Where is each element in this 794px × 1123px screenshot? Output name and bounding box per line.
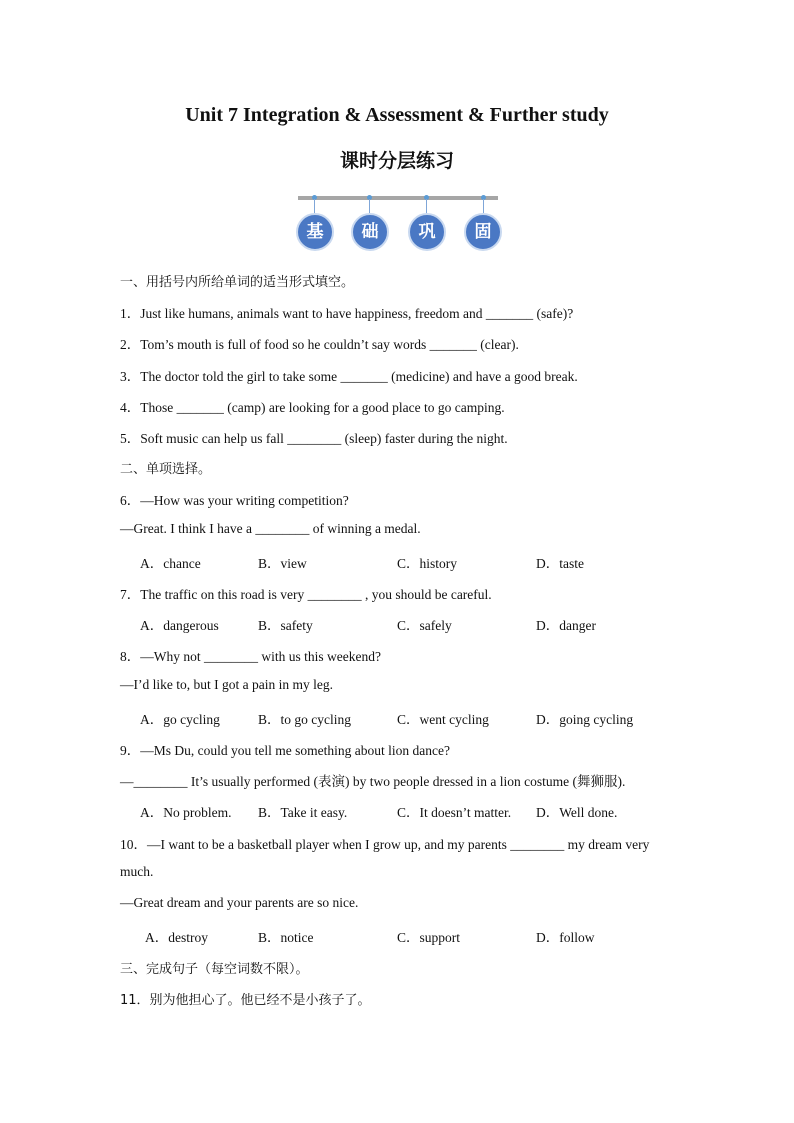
q6-option-b: B．view (258, 556, 307, 571)
question-9-stem: 9．—Ms Du, could you tell me something about lion dance? (120, 743, 450, 758)
q8-option-d: D．going cycling (536, 712, 634, 727)
question-10-stem: 10．—I want to be a basketball player when I grow up, and my parents ________ my dream very (120, 837, 650, 852)
q8-option-b: B．to go cycling (258, 712, 351, 727)
q8-option-c: C．went cycling (397, 712, 489, 727)
badge-stem (483, 199, 484, 213)
section2-heading: 二、单项选择。 (120, 462, 212, 477)
document-subtitle: 课时分层练习 (339, 150, 454, 172)
badge-char: 基 (296, 213, 334, 251)
q10-option-c: C．support (397, 930, 461, 945)
q7-option-a: A．dangerous (140, 618, 219, 633)
question-5: 5．Soft music can help us fall ________ (sleep) faster during the night. (120, 431, 508, 446)
q8-option-a: A．go cycling (140, 712, 220, 727)
q9-option-c: C．It doesn’t matter. (397, 805, 512, 820)
q9-option-a: A．No problem. (140, 805, 232, 820)
question-8-stem: 8．—Why not ________ with us this weekend? (120, 649, 381, 664)
question-4: 4．Those _______ (camp) are looking for a good place to go camping. (120, 400, 505, 415)
badge-char: 础 (351, 213, 389, 251)
q9-option-b: B．Take it easy. (258, 805, 348, 820)
section1-heading: 一、用括号内所给单词的适当形式填空。 (120, 275, 355, 290)
q10-option-d: D．follow (536, 930, 595, 945)
question-6-stem: 6．—How was your writing competition? (120, 493, 349, 508)
q10-option-a: A．destroy (145, 930, 208, 945)
q10-option-b: B．notice (258, 930, 314, 945)
badge-stem (314, 199, 315, 213)
question-3: 3．The doctor told the girl to take some _______ (medicine) and have a good break. (120, 369, 578, 384)
badge-char: 巩 (408, 213, 446, 251)
document-title: Unit 7 Integration & Assessment & Further study (185, 104, 609, 126)
badge-stem (426, 199, 427, 213)
q6-option-c: C．history (397, 556, 458, 571)
q7-option-c: C．safely (397, 618, 452, 633)
question-7-stem: 7．The traffic on this road is very ________ , you should be careful. (120, 587, 492, 602)
section-badge (296, 193, 502, 253)
section3-heading: 三、完成句子（每空词数不限）。 (120, 962, 309, 977)
question-11: 11．别为他担心了。他已经不是小孩子了。 (120, 993, 371, 1008)
q7-option-d: D．danger (536, 618, 596, 633)
question-9-line2: —________ It’s usually performed (表演) by two people dressed in a lion costume (舞狮服). (120, 774, 626, 789)
badge-char: 固 (464, 213, 502, 251)
badge-bar (298, 196, 498, 200)
question-1: 1．Just like humans, animals want to have happiness, freedom and _______ (safe)? (120, 306, 574, 321)
question-2: 2．Tom’s mouth is full of food so he couldn’t say words _______ (clear). (120, 337, 519, 352)
question-10-cont: much. (120, 864, 154, 879)
question-10-line2: —Great dream and your parents are so nice. (120, 895, 359, 910)
question-8-line2: —I’d like to, but I got a pain in my leg. (120, 677, 333, 692)
q9-option-d: D．Well done. (536, 805, 618, 820)
badge-stem (369, 199, 370, 213)
q6-option-a: A．chance (140, 556, 201, 571)
q6-option-d: D．taste (536, 556, 584, 571)
question-6-line2: —Great. I think I have a ________ of winning a medal. (120, 521, 421, 536)
q7-option-b: B．safety (258, 618, 313, 633)
